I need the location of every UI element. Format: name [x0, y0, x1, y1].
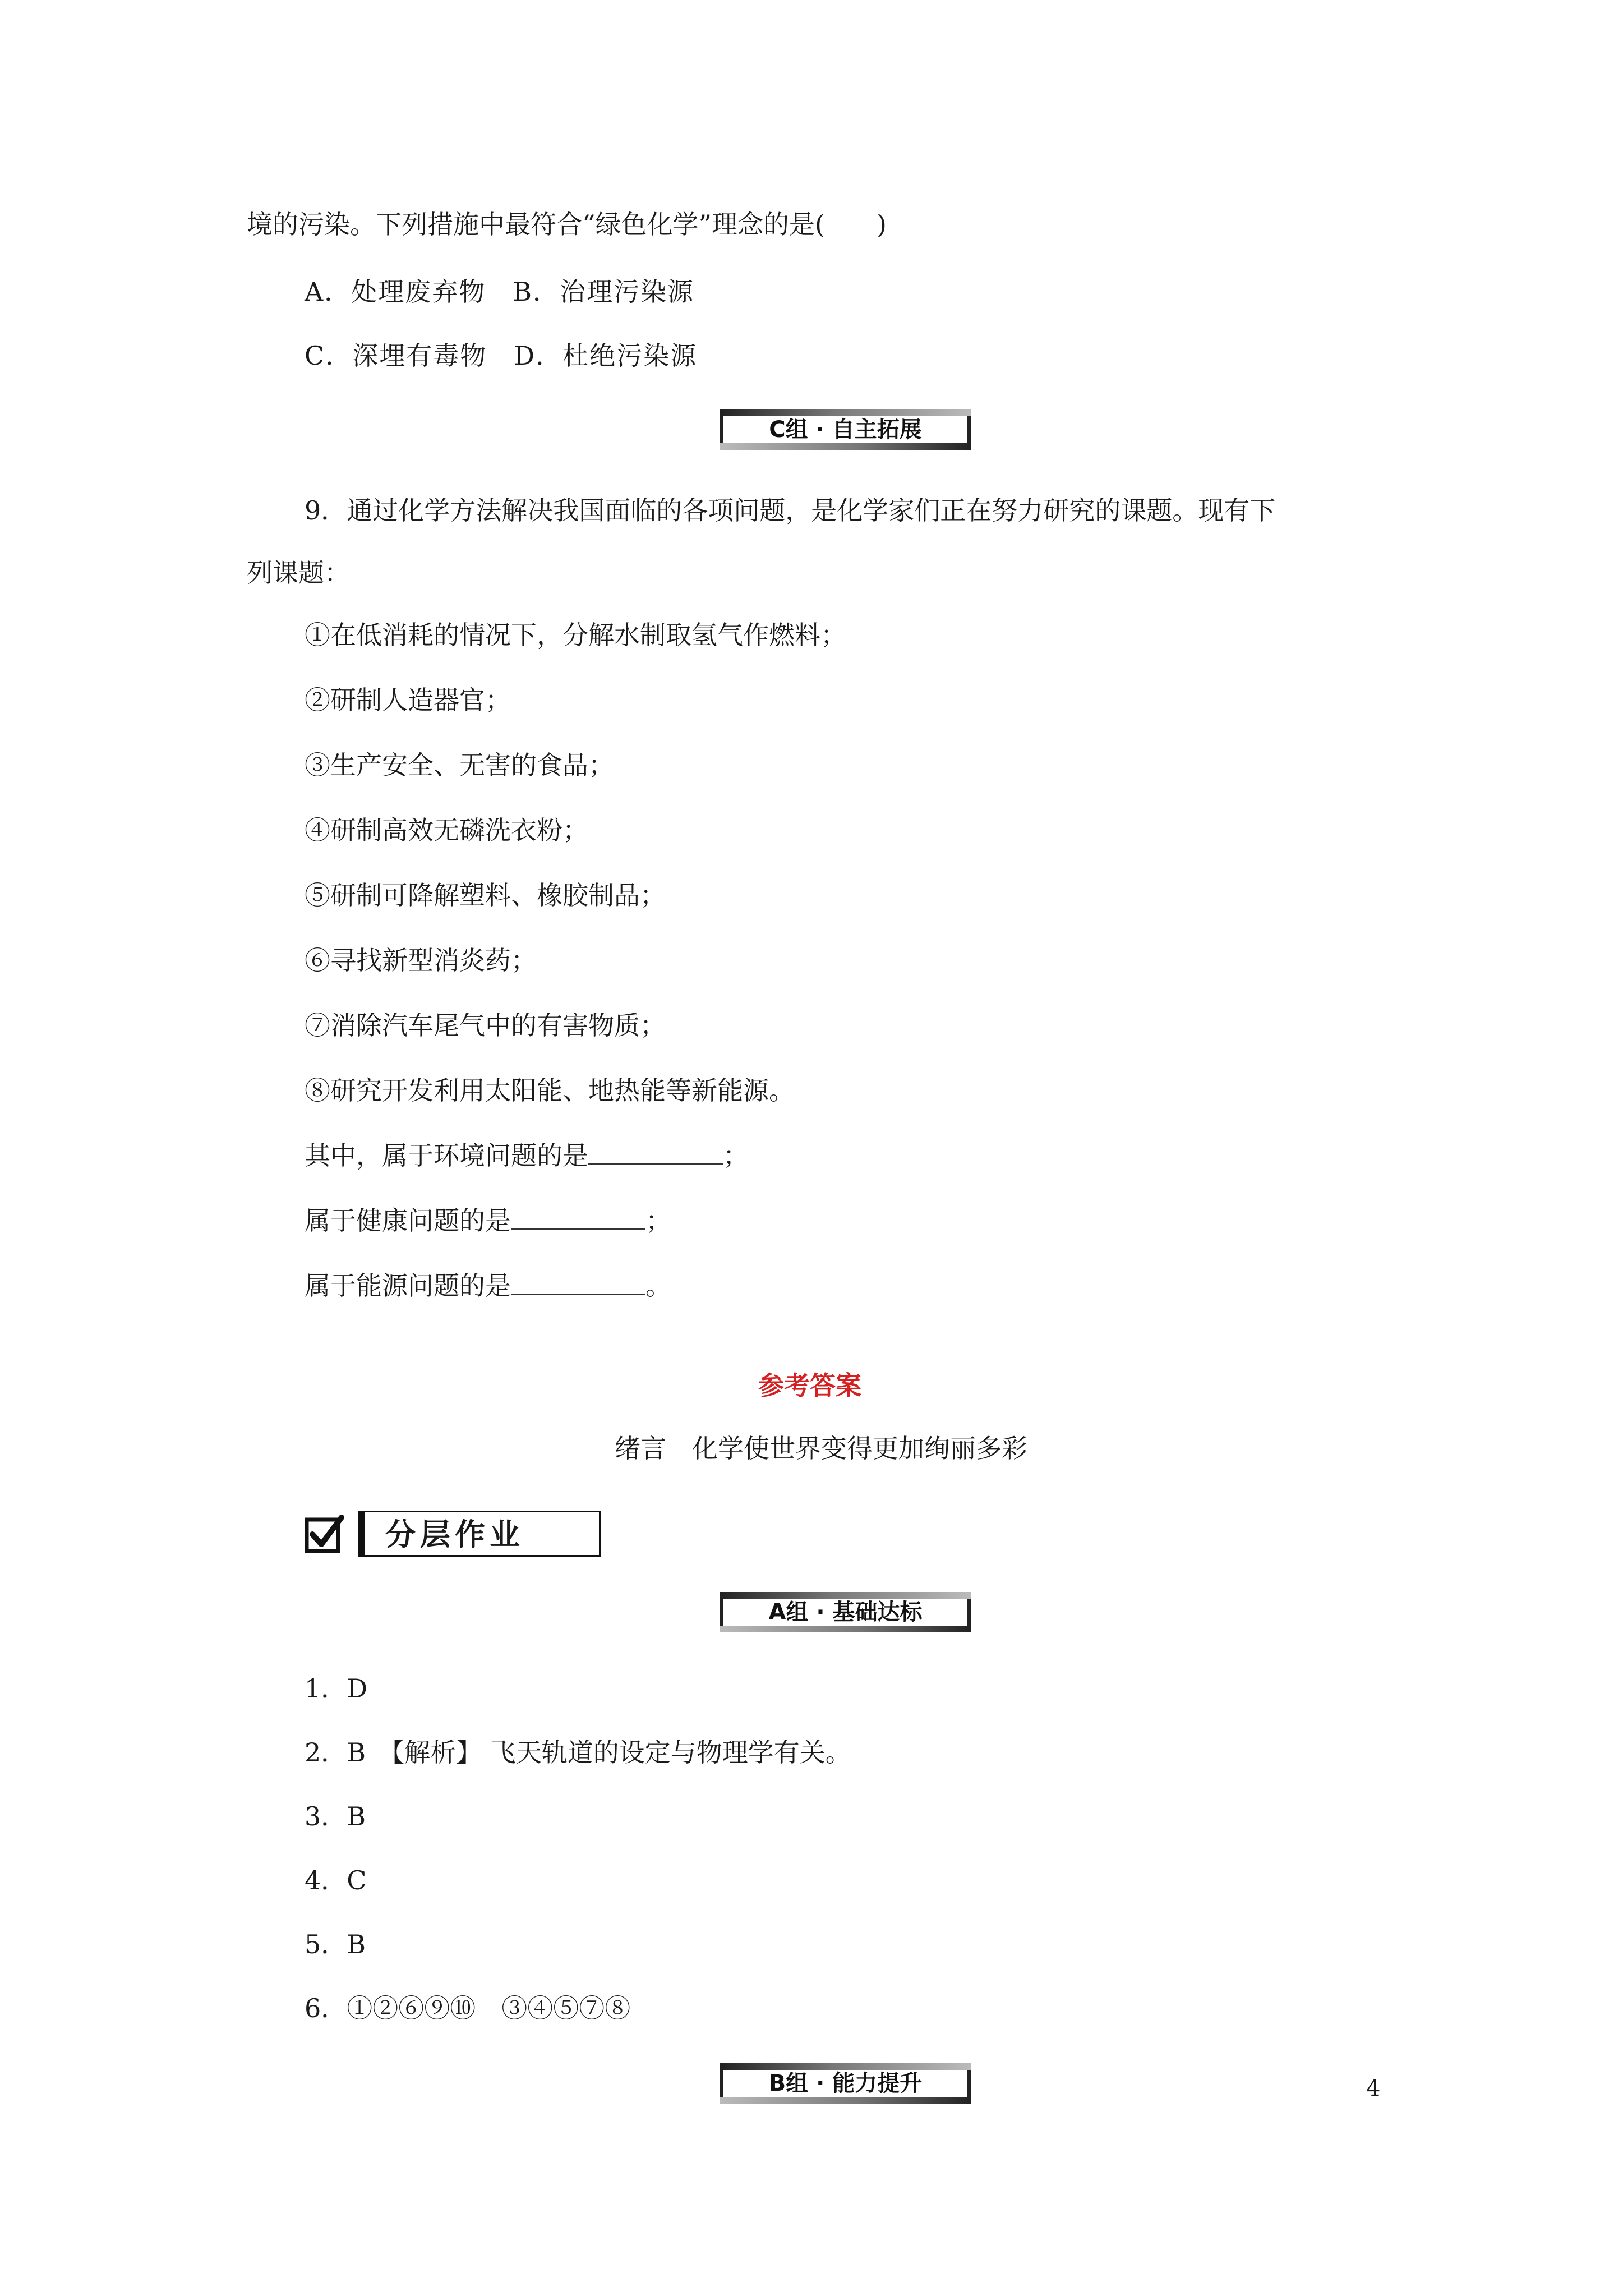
answer-item: 1．D: [305, 1673, 368, 1704]
energy-suffix: 。: [645, 1271, 671, 1301]
energy-prefix: 属于能源问题的是: [305, 1271, 511, 1301]
question-9-item: ②研制人造器官；: [305, 685, 511, 715]
question-9-env-line: [305, 1139, 749, 1172]
question-9-item: ①在低消耗的情况下，分解水制取氢气作燃料；: [305, 620, 846, 650]
env-answer-blank[interactable]: [588, 1141, 723, 1165]
answer-item: 6．①②⑥⑨⑩ ③④⑤⑦⑧: [305, 1993, 631, 2023]
lesson-title: 绪言 化学使世界变得更加绚丽多彩: [615, 1433, 1027, 1464]
answers-heading: 参考答案: [758, 1370, 861, 1401]
health-prefix: 属于健康问题的是: [305, 1205, 511, 1236]
question-8-stem-tail: 境的污染。下列措施中最符合“绿色化学”理念的是( ): [247, 209, 887, 240]
answer-item: 4．C: [305, 1865, 367, 1895]
env-suffix: ；: [723, 1140, 749, 1171]
health-suffix: ；: [645, 1205, 671, 1236]
question-9-item: ③生产安全、无害的食品；: [305, 750, 614, 780]
question-9-item: ⑦消除汽车尾气中的有害物质；: [305, 1010, 666, 1041]
section-b-label: B组 · 能力提升: [768, 2070, 923, 2096]
question-9-item: ⑥寻找新型消炎药；: [305, 945, 537, 976]
question-9-item: ⑤研制可降解塑料、橡胶制品；: [305, 880, 666, 910]
energy-answer-blank[interactable]: [511, 1271, 645, 1295]
answer-item: 2．B 【解析】 飞天轨道的设定与物理学有关。: [305, 1737, 851, 1768]
section-a-banner: [720, 1592, 971, 1632]
section-b-banner: [720, 2063, 971, 2104]
checkbox-checked-icon: [305, 1514, 345, 1554]
question-9-health-line: [305, 1204, 671, 1237]
question-9-stem-line2: 列课题：: [247, 558, 350, 588]
section-c-label: C组 · 自主拓展: [769, 417, 922, 443]
answer-item: 5．B: [305, 1929, 366, 1959]
question-9-item: ⑧研究开发利用太阳能、地热能等新能源。: [305, 1075, 795, 1106]
question-9-energy-line: [305, 1269, 671, 1303]
question-8-options-ab: A．处理废弃物 B．治理污染源: [305, 277, 695, 307]
question-8-options-cd: C．深埋有毒物 D．杜绝污染源: [305, 341, 698, 371]
health-answer-blank[interactable]: [511, 1206, 645, 1230]
question-9-stem-line1: 9．通过化学方法解决我国面临的各项问题，是化学家们正在努力研究的课题。现有下: [305, 495, 1276, 526]
section-a-label: A组 · 基础达标: [768, 1599, 923, 1625]
answer-item: 3．B: [305, 1801, 366, 1832]
env-prefix: 其中，属于环境问题的是: [305, 1140, 588, 1171]
homework-label: 分层作业: [385, 1517, 524, 1552]
page-number: 4: [1366, 2076, 1381, 2101]
question-9-item: ④研制高效无磷洗衣粉；: [305, 815, 588, 845]
section-c-banner: [720, 409, 971, 450]
